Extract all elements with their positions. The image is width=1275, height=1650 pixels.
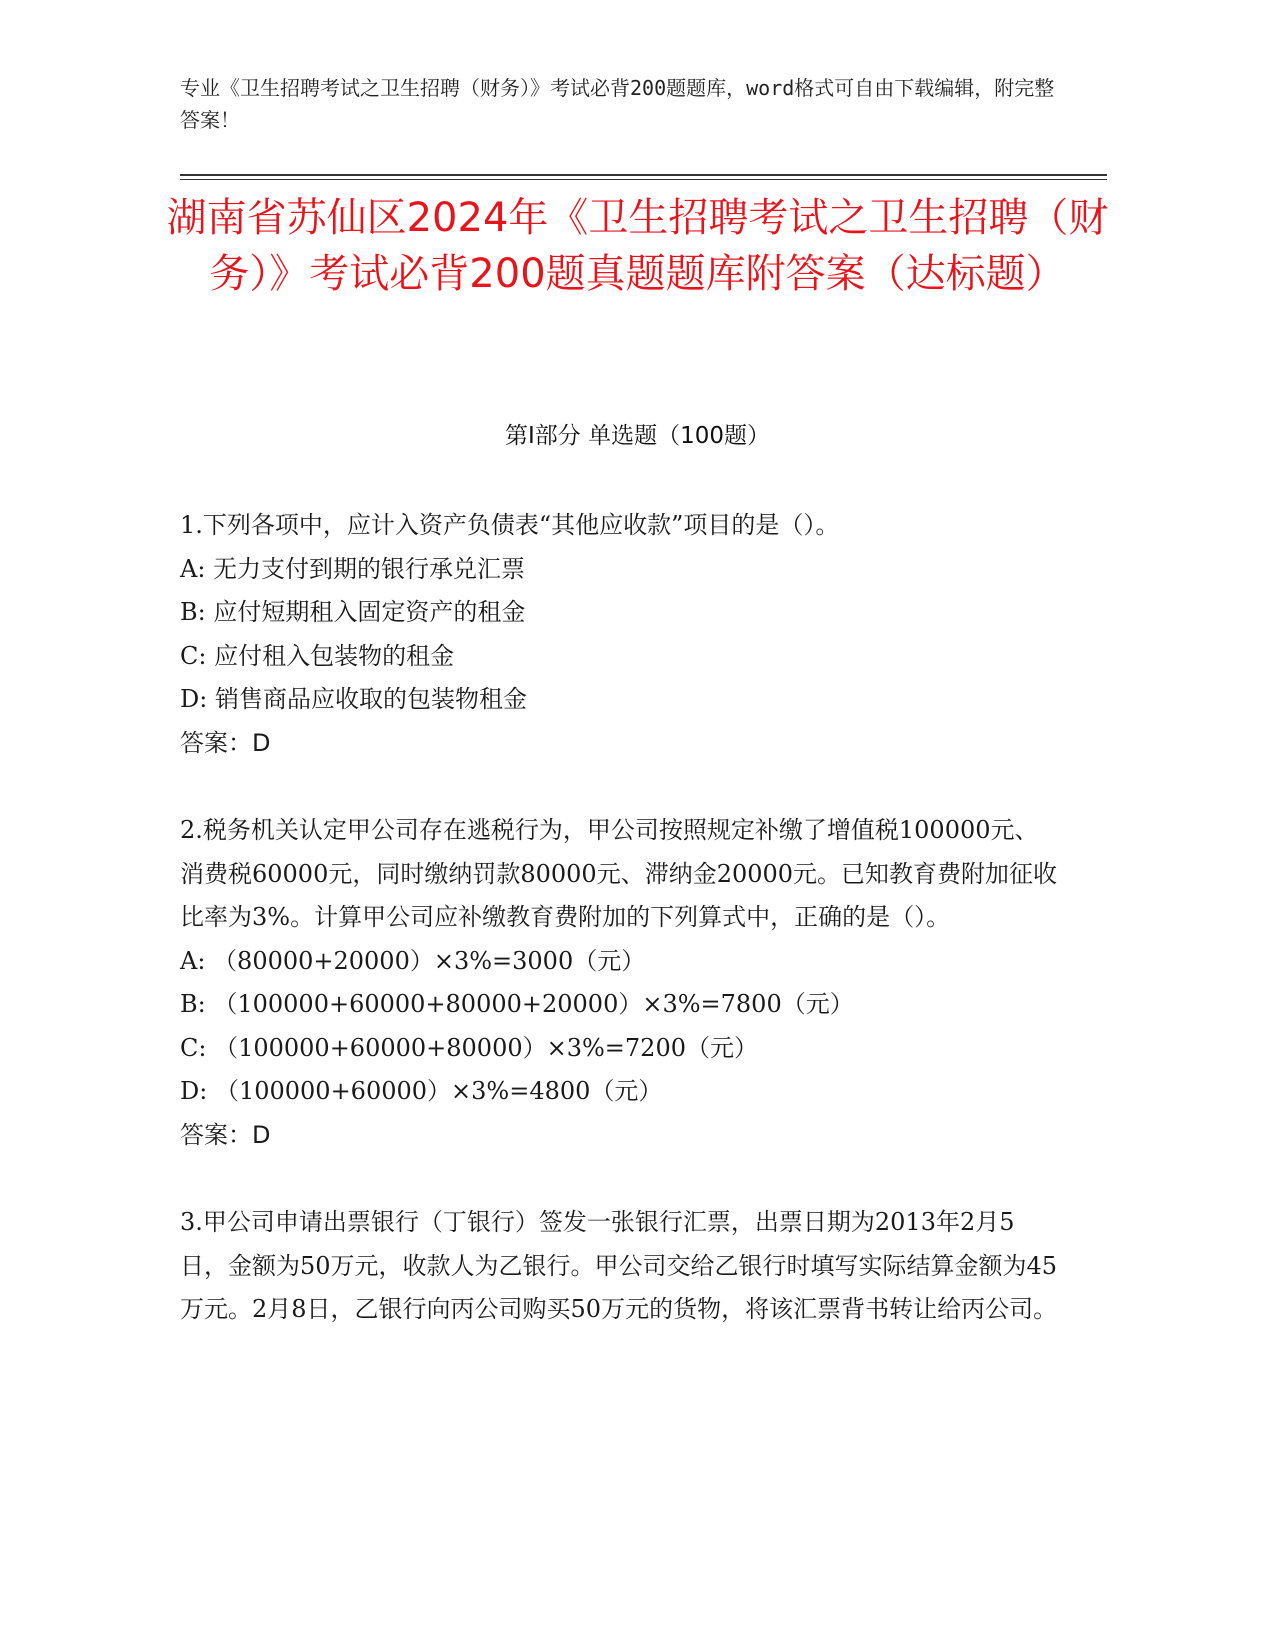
question-2 xyxy=(180,809,1060,1157)
answer-text: 答案：D xyxy=(180,728,271,757)
option-b: B: （100000+60000+80000+20000）×3%=7800（元） xyxy=(180,990,854,1018)
question-list xyxy=(180,504,1060,1376)
intro-text: 专业《卫生招聘考试之卫生招聘（财务）》考试必背200题题库，word格式可自由下载编辑，附完整答案！ xyxy=(180,76,1055,132)
option-b: B: 应付短期租入固定资产的租金 xyxy=(180,598,526,626)
question-stem: 2.税务机关认定甲公司存在逃税行为，甲公司按照规定补缴了增值税100000元、消费税60000元，同时缴纳罚款80000元、滞纳金20000元。已知教育费附加征收比率为3%。计算甲公司应补缴教育费附加的下列算式中，正确的是（）。 xyxy=(180,816,1058,931)
option-d: D: 销售商品应收取的包装物租金 xyxy=(180,685,527,713)
answer-text: 答案：D xyxy=(180,1120,271,1149)
header-divider-thin xyxy=(180,179,1107,180)
option-c: C: （100000+60000+80000）×3%=7200（元） xyxy=(180,1033,758,1062)
header-divider-thick xyxy=(180,174,1107,176)
section-title: 第Ⅰ部分 单选题（100题） xyxy=(505,423,770,449)
document-title: 湖南省苏仙区2024年《卫生招聘考试之卫生招聘（财务）》考试必背200题真题题库附答案（达标题） xyxy=(166,195,1109,297)
option-c: C: 应付租入包装物的租金 xyxy=(180,641,455,670)
question-stem: 3.甲公司申请出票银行（丁银行）签发一张银行汇票，出票日期为2013年2月5日，金额为50万元，收款人为乙银行。甲公司交给乙银行时填写实际结算金额为45万元。2月8日，乙银行向丙公司购买50万元的货物，将该汇票背书转让给丙公司。 xyxy=(180,1208,1058,1323)
question-1 xyxy=(180,504,1060,765)
option-d: D: （100000+60000）×3%=4800（元） xyxy=(180,1077,663,1105)
option-a: A: 无力支付到期的银行承兑汇票 xyxy=(180,554,526,583)
question-stem: 1.下列各项中，应计入资产负债表“其他应收款”项目的是（）。 xyxy=(180,511,840,539)
question-3 xyxy=(180,1201,1060,1332)
option-a: A: （80000+20000）×3%=3000（元） xyxy=(180,946,646,975)
